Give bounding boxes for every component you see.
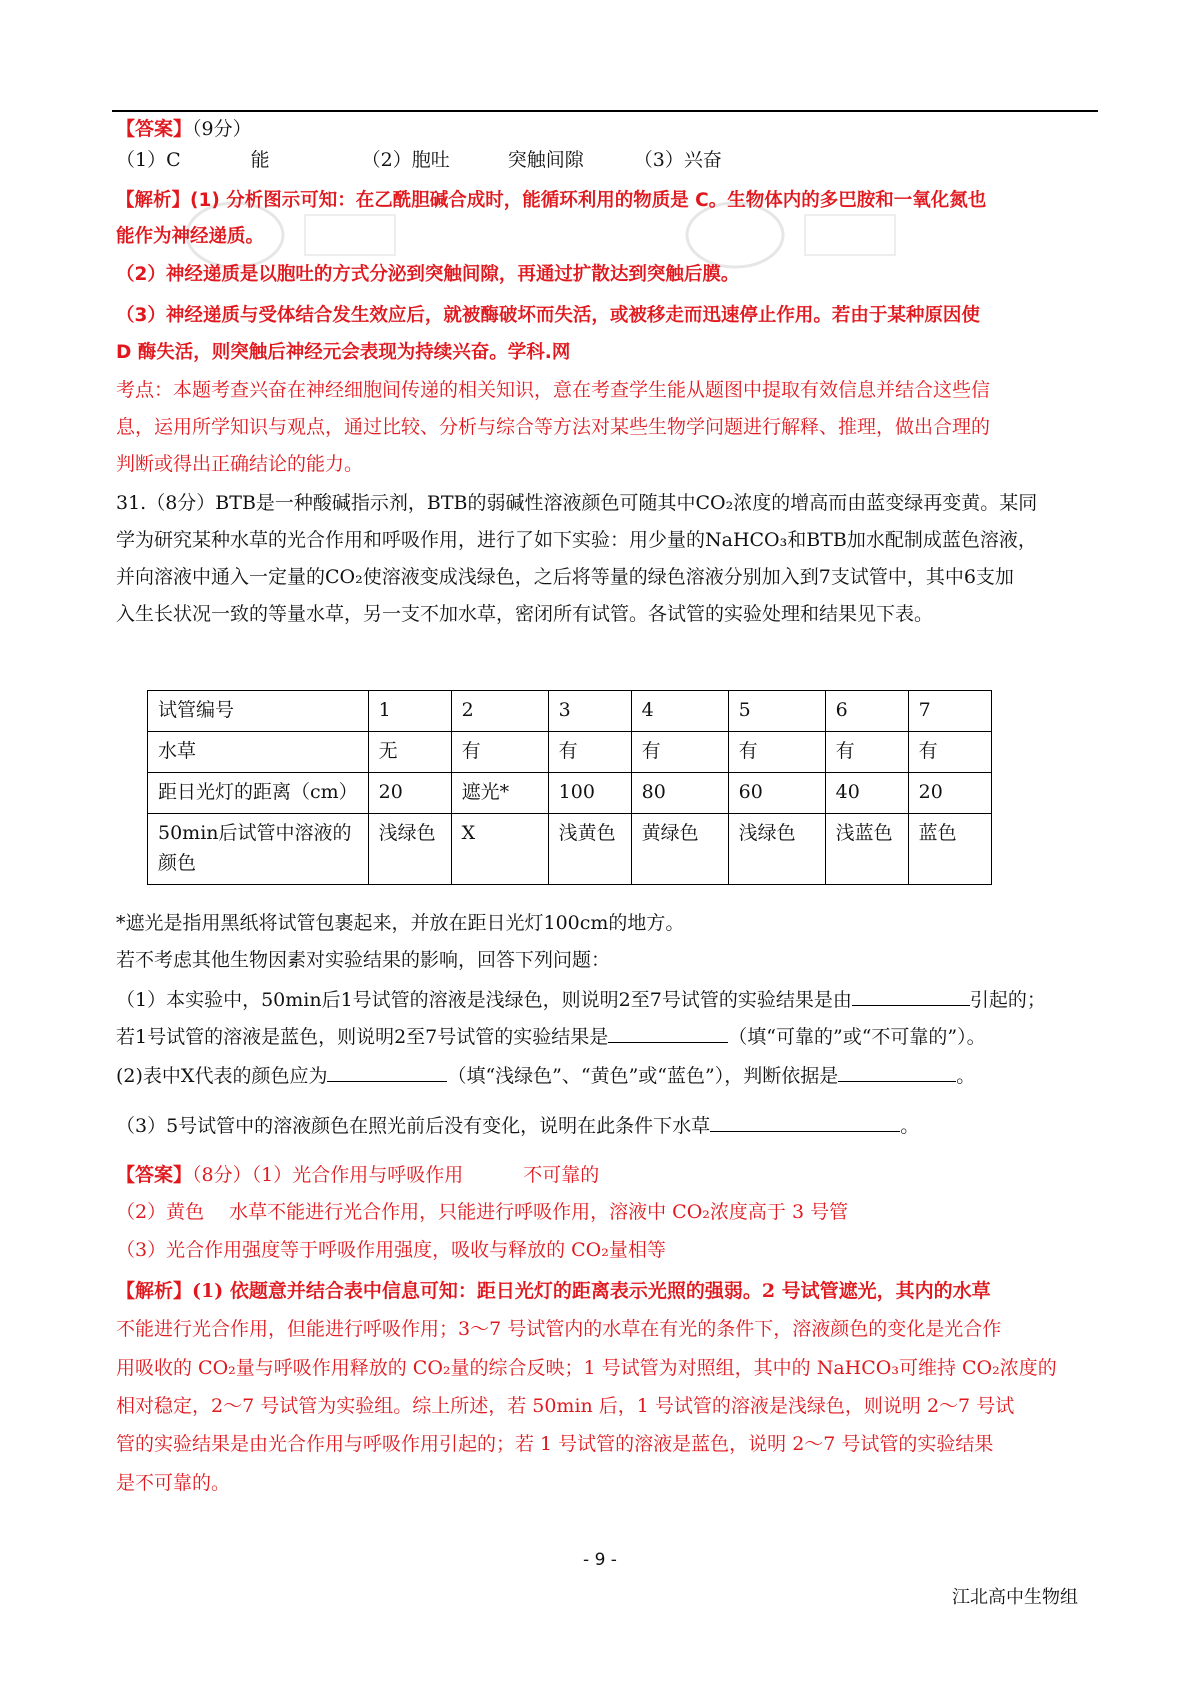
question-text: 。 [956,1065,976,1087]
question-text: （1）本实验中，50min后1号试管的溶液是浅绿色，则说明2至7号试管的实验结果是由 [116,989,852,1011]
answer-30-line [116,116,1106,142]
table-cell: 20 [368,773,451,814]
question-text: （填“可靠的”或“不可靠的”）。 [728,1026,986,1048]
table-cell: 6 [825,691,908,732]
analysis-31-line: 用吸收的 CO₂量与呼吸作用释放的 CO₂量的综合反映；1 号试管为对照组，其中的 NaHCO₃可维持 CO₂浓度的 [116,1357,1057,1379]
table-note: *遮光是指用黑纸将试管包裹起来，并放在距日光灯100cm的地方。 [116,912,685,934]
table-cell: 遮光* [451,773,548,814]
question-2 [116,1062,1106,1089]
question-3 [116,1112,1106,1139]
question-text: 若1号试管的溶液是蓝色，则说明2至7号试管的实验结果是 [116,1026,609,1048]
footer-label: 江北高中生物组 [952,1587,1078,1608]
table-row [148,691,992,732]
table-cell: 有 [548,732,631,773]
answer-30-items [116,147,1106,173]
table-cell: 20 [908,773,991,814]
table-cell: 有 [728,732,825,773]
answer-31-line: （3）光合作用强度等于呼吸作用强度，吸收与释放的 CO₂量相等 [116,1239,666,1261]
answer-item: （2）胞吐 [361,149,450,171]
answer-blank[interactable] [852,986,970,1006]
table-cell: 7 [908,691,991,732]
analysis-30-line: 息，运用所学知识与观点，通过比较、分析与综合等方法对某些生物学问题进行解释、推理，做出合理的 [116,416,991,438]
analysis-30-line: D 酶失活，则突触后神经元会表现为持续兴奋。学科.网 [116,342,571,363]
answer-item: 不可靠的 [523,1164,600,1186]
experiment-table [147,690,992,885]
table-cell: 浅绿色 [728,814,825,885]
table-cell: 1 [368,691,451,732]
table-cell: 5 [728,691,825,732]
question-text: (2)表中X代表的颜色应为 [116,1065,328,1087]
answer-label: 【答案】 [116,1164,193,1186]
table-row-header: 水草 [148,732,369,773]
table-cell: 40 [825,773,908,814]
table-cell: 4 [631,691,728,732]
answer-31-line: （2）黄色 水草不能进行光合作用，只能进行呼吸作用，溶液中 CO₂浓度高于 3 号管 [116,1201,849,1223]
table-row [148,814,992,885]
answer-blank[interactable] [327,1062,447,1082]
analysis-30-line: 能作为神经递质。 [116,226,265,247]
analysis-31-line: 相对稳定，2～7 号试管为实验组。综上所述，若 50min 后，1 号试管的溶液是浅绿色，则说明 2～7 号试 [116,1395,1015,1417]
table-cell: 浅蓝色 [825,814,908,885]
table-cell: X [451,814,548,885]
question-text: 引起的； [969,989,1046,1011]
question-31-line: 并向溶液中通入一定量的CO₂使溶液变成浅绿色，之后将等量的绿色溶液分别加入到7支试管中，其中6支加 [116,566,1014,588]
table-cell: 浅绿色 [368,814,451,885]
answer-31-line [116,1162,1106,1188]
table-row-header: 距日光灯的距离（cm） [148,773,369,814]
answer-item: （8分）（1）光合作用与呼吸作用 [192,1164,464,1186]
table-cell: 无 [368,732,451,773]
analysis-30-line: （3）神经递质与受体结合发生效应后，就被酶破坏而失活，或被移走而迅速停止作用。若由于某种原因使 [116,305,980,326]
question-31-line: 31.（8分）BTB是一种酸碱指示剂，BTB的弱碱性溶液颜色可随其中CO₂浓度的增高而由蓝变绿再变黄。某同 [116,492,1038,514]
analysis-30-line: 判断或得出正确结论的能力。 [116,453,364,475]
table-row-header: 试管编号 [148,691,369,732]
table-cell: 有 [631,732,728,773]
question-text: 。 [900,1115,920,1137]
header-rule [112,110,1098,112]
answer-item: （3）兴奋 [633,149,722,171]
analysis-30-line: 考点：本题考查兴奋在神经细胞间传递的相关知识，意在考查学生能从题图中提取有效信息并结合这些信 [116,379,991,401]
table-cell: 2 [451,691,548,732]
question-intro: 若不考虑其他生物因素对实验结果的影响，回答下列问题： [116,949,611,971]
answer-blank[interactable] [838,1062,956,1082]
question-1b [116,1023,1106,1050]
question-31-line: 学为研究某种水草的光合作用和呼吸作用，进行了如下实验：用少量的NaHCO₃和BTB加水配制成蓝色溶液， [116,529,1037,551]
analysis-30-line: （2）神经递质是以胞吐的方式分泌到突触间隙，再通过扩散达到突触后膜。 [116,264,740,285]
table-cell: 有 [451,732,548,773]
analysis-text: 【解析】(1) 依题意并结合表中信息可知：距日光灯的距离表示光照的强弱。2 号试管遮光，其内的水草 [116,1280,991,1302]
page-number: - 9 - [583,1550,617,1570]
question-text: （填“浅绿色”、“黄色”或“蓝色”），判断依据是 [447,1065,839,1087]
table-cell: 3 [548,691,631,732]
analysis-31-line: 是不可靠的。 [116,1472,231,1494]
answer-blank[interactable] [608,1023,728,1043]
table-cell: 80 [631,773,728,814]
answer-label: 【答案】 [116,118,193,140]
answer-item: （1）C [116,149,181,171]
analysis-31-line [116,1278,1106,1304]
question-1a [116,986,1106,1013]
analysis-30-line: 【解析】(1) 分析图示可知：在乙酰胆碱合成时，能循环利用的物质是 C。生物体内的多巴胺和一氧化氮也 [116,190,987,211]
table-cell: 有 [908,732,991,773]
table-cell: 浅黄色 [548,814,631,885]
table-row-header: 50min后试管中溶液的颜色 [148,814,369,885]
table-cell: 蓝色 [908,814,991,885]
answer-blank[interactable] [710,1112,900,1132]
table-cell: 60 [728,773,825,814]
question-31-line: 入生长状况一致的等量水草，另一支不加水草，密闭所有试管。各试管的实验处理和结果见下表。 [116,603,934,625]
table-cell: 100 [548,773,631,814]
answer-item: 突触间隙 [507,149,584,171]
table-cell: 有 [825,732,908,773]
question-text: （3）5号试管中的溶液颜色在照光前后没有变化，说明在此条件下水草 [116,1115,711,1137]
analysis-31-line: 不能进行光合作用，但能进行呼吸作用；3～7 号试管内的水草在有光的条件下，溶液颜色的变化是光合作 [116,1318,1002,1340]
answer-score: （9分） [192,118,252,140]
table-cell: 黄绿色 [631,814,728,885]
table-row [148,732,992,773]
answer-item: 能 [250,149,270,171]
table-row [148,773,992,814]
analysis-31-line: 管的实验结果是由光合作用与呼吸作用引起的；若 1 号试管的溶液是蓝色，说明 2～7 号试管的实验结果 [116,1433,994,1455]
